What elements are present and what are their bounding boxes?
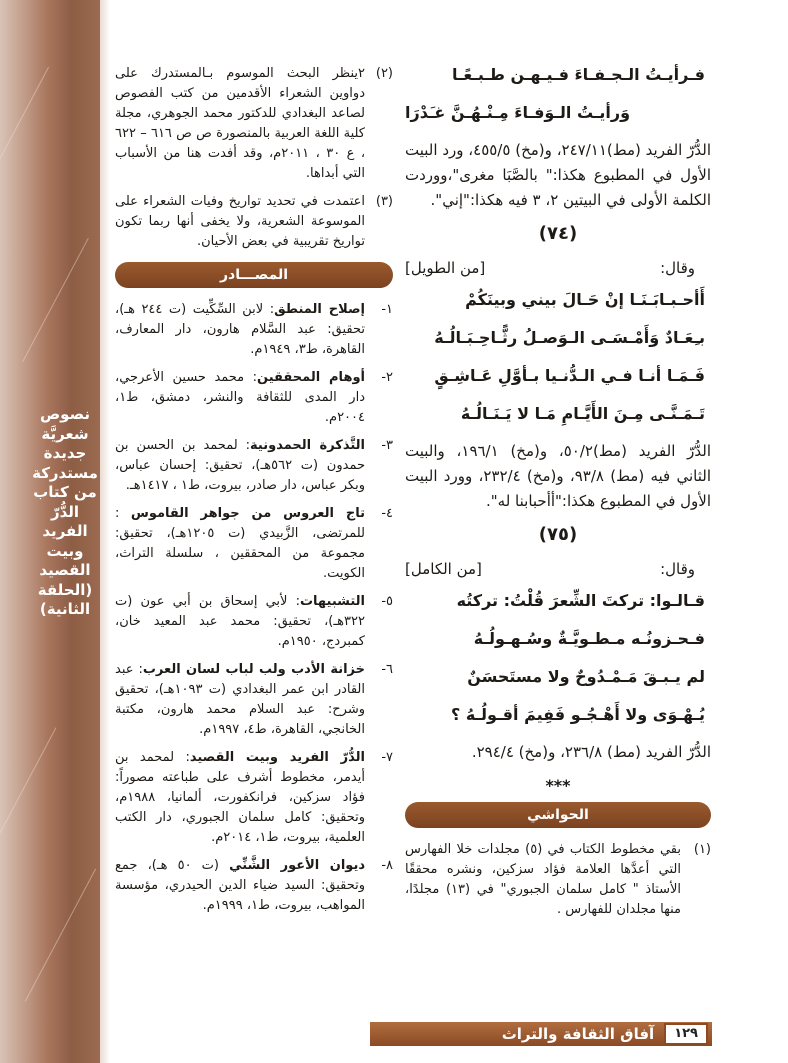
source-item — [115, 856, 393, 916]
verse-line: فـحـزونُـه مـطـويَّـةٌ وسُـهـولُـهُ — [473, 629, 705, 648]
source-details: : لأبي إسحاق بن أبي عون (ت ٣٢٢هـ)، تحقيق: محمد عبد المعيد خان، كمبردج، ١٩٥٠م. — [115, 594, 365, 649]
verse-line: فَـمَـا أنـا فـي الـدُّنـيا بـأوَّلِ عَـاشِـقٍ — [434, 366, 705, 385]
verse-line: لم يـبـقَ مَـمْـدُوحٌ ولا مستَحسَنٌ — [467, 667, 705, 686]
decorative-sidebar — [0, 0, 100, 1063]
footnote-item — [115, 64, 393, 184]
source-title: إصلاح المنطق — [274, 302, 365, 317]
verse-line: قـالـوا: تركتَ الشِّعرَ قُلْتُ: تركتُه — [456, 591, 705, 610]
source-title: التشبيهات — [299, 594, 365, 609]
section-title-line: جديدة — [43, 444, 87, 462]
source-details: : لمحمد بن الحسن بن حمدون (ت ٥٦٢هـ)، تحقيق: إحسان عباس، وبكر عباس، دار صادر، بيروت، ط١ ، ١٤١٧هـ. — [115, 438, 365, 493]
verse-source: الدُّرّ الفريد (مط)٥٠/٢، و(مخ) ١٩٦/١، والبيت الثاني فيه (مط) ٩٣/٨، و(مخ) ٢٣٢/٤، وورد البيت الأول في المطبوع هكذا:"أأحبابنا له". — [405, 442, 712, 510]
source-item — [115, 368, 393, 428]
marble-vein — [0, 727, 56, 842]
section-title-line: (الحلقة — [37, 580, 93, 599]
source-number: ٥- — [381, 594, 393, 609]
footnote-text: بقي مخطوط الكتاب في (٥) مجلدات خلا الفهارس التي أعدَّها العلامة فؤاد سزكين، ونشره محققًا الأستاذ " كامل سلمان الجبوري" في (١٣) مجلدًا، منها مجلدان للفهارس . — [405, 842, 682, 917]
source-item — [115, 748, 393, 848]
section-title-line: القصيد — [39, 561, 91, 579]
section-title-line: مستدركة — [32, 463, 98, 482]
source-item — [115, 504, 393, 584]
source-details: : لابن السِّكِّيت (ت ٢٤٤ هـ)، تحقيق: عبد السَّلام هارون، دار المعارف، القاهرة، ط٣، ١٩٤٩م. — [115, 302, 365, 357]
source-title: التَّذكرة الحمدونية — [250, 438, 365, 453]
verse-line: فـرأيـتُ الـجـفـاءَ فـيـهـن طـبـعًـا — [451, 65, 705, 84]
source-title: تاج العروس من جواهر القاموس — [130, 506, 365, 521]
verse-line: يُـهْـوَى ولا أَهْـجُـو فَفِيمَ أقـولُـهُ ؟ — [451, 705, 705, 724]
verse-source: الدُّرّ الفريد (مط) ٢٣٦/٨، و(مخ) ٢٩٤/٤. — [471, 743, 711, 761]
source-number: ٢- — [381, 370, 393, 385]
section-title-line: الدُّرّ الفريد — [42, 502, 88, 540]
marble-vein — [0, 67, 49, 173]
sidebar-fold — [100, 0, 110, 1063]
footnote-item — [115, 192, 393, 252]
poem-intro: وقال: — [660, 259, 695, 277]
section-title-line: من كتاب — [33, 483, 97, 501]
poem-number: (٧٥) — [538, 524, 578, 545]
verse-line: تَـمَـنَّـى مِـنَ الأَيَّـامِ مَـا لا يَـنَـالُـهُ — [460, 404, 705, 423]
footnote-number: (٢) — [375, 66, 393, 81]
poem-meter: [من الكامل] — [405, 560, 482, 578]
source-title: أوهام المحققين — [257, 370, 365, 385]
source-item — [115, 592, 393, 652]
source-number: ٨- — [381, 858, 393, 873]
section-title-line: شعريَّة — [41, 424, 89, 443]
poem-meta — [405, 557, 695, 582]
section-title — [30, 405, 100, 620]
source-number: ٧- — [381, 750, 393, 765]
source-number: ٤- — [381, 506, 393, 521]
source-title: خزانة الأدب ولب لباب لسان العرب — [142, 662, 365, 677]
source-number: ١- — [381, 302, 393, 317]
source-details: (ت ٥٠ هـ)، جمع وتحقيق: السيد ضياء الدين الحيدري، مؤسسة المواهب، بيروت، ط١، ١٩٩٩م. — [115, 858, 365, 913]
footer-margin — [712, 1022, 788, 1046]
poem-meter: [من الطويل] — [405, 259, 486, 277]
footnote-item — [405, 840, 711, 920]
source-details: : للمرتضى، الزَّبيدي (ت ١٢٠٥هـ)، تحقيق: مجموعة من المحققين ، سلسلة التراث، الكويت. — [115, 506, 366, 581]
source-details: : لمحمد بن أيدمر، مخطوط أشرف على طباعته مصوراً: فؤاد سزكين، فرانكفورت، ألمانيا، ١٩٨٨م، وتحقيق: كامل سلمان الجبوري، دار الكتب العلمية، بيروت، ط١، ٢٠١٤م. — [115, 750, 365, 845]
verse-line: أَأحـبـابَـنَـا إنْ حَـالَ بيني وبينَكُمْ — [465, 290, 705, 309]
page-footer — [370, 1022, 712, 1046]
sources-heading: المصـــادر — [115, 262, 393, 288]
source-item — [115, 300, 393, 360]
source-item — [115, 660, 393, 740]
verse-source: الدُّرّ الفريد (مط)٢٤٧/١١، و(مخ) ٤٥٥/٥، ورد البيت الأول في المطبوع هكذا:" بالصَّبَا مغرى"،ووردت الكلمة الأولى في البيتين ٢، ٣ فيه هكذا:"إني". — [405, 141, 711, 209]
verse-line: بـِعَـادٌ وَأَمْـسَـى الـوَصـلُ رثًّـاحِـبَـالُـهُ — [434, 328, 705, 347]
source-title: ديوان الأعور الشَّنِّي — [229, 858, 366, 873]
section-title-line: نصوص — [40, 405, 90, 423]
section-title-line: الثانية) — [39, 600, 91, 618]
footnote-text: ٢ينظر البحث الموسوم بـالمستدرك على دواوين الشعراء الأقدمين من كتب الفصوص لصاعد البغدادي للدكتور محمد الجوهري، مجلة كلية اللغة العربية بالمنصورة ص ص ٦١٦ – ٦٢٢ ، ع ٣٠ ، ٢٠١١م، وقد أفدت هنا من الأسباب التي أبداها. — [115, 66, 366, 181]
source-details: : محمد حسين الأعرجي، دار المدى للثقافة والنشر، دمشق، ط١، ٢٠٠٤م. — [115, 370, 365, 425]
notes-heading: الحواشي — [405, 802, 711, 828]
footnote-text: اعتمدت في تحديد تواريخ وفيات الشعراء على الموسوعة الشعرية، ولا يخفى أنها ربما تكون تواريخ تقريبية في بعض الأحيان. — [115, 194, 365, 249]
verse-line: وَرأيـتُ الـوَفـاءَ مِـنْـهُـنَّ غـَدْرَا — [405, 103, 631, 122]
poem-meta — [405, 256, 695, 281]
source-item — [115, 436, 393, 496]
section-title-line: وبيت — [46, 541, 84, 560]
marble-vein — [22, 238, 89, 362]
marble-vein — [25, 869, 96, 1002]
footnote-number: (٣) — [375, 194, 393, 209]
poem-intro: وقال: — [660, 560, 695, 578]
right-column — [405, 62, 711, 920]
source-number: ٣- — [381, 438, 393, 453]
left-column — [115, 64, 393, 924]
section-separator: *** — [545, 776, 571, 795]
magazine-name: آفاق الثقافة والتراث — [501, 1025, 655, 1043]
source-number: ٦- — [381, 662, 393, 677]
footnote-number: (١) — [693, 842, 711, 857]
poem-number: (٧٤) — [538, 223, 578, 244]
source-details: : عبد القادر ابن عمر البغدادي (ت ١٠٩٣هـ)، تحقيق وشرح: عبد السلام محمد هارون، مكتبة الخانجي، القاهرة، ط٤، ١٩٩٧م. — [115, 662, 365, 737]
source-title: الدُّرّ الفريد وبيت القصيد — [189, 750, 365, 765]
page-number: ١٢٩ — [664, 1023, 708, 1045]
